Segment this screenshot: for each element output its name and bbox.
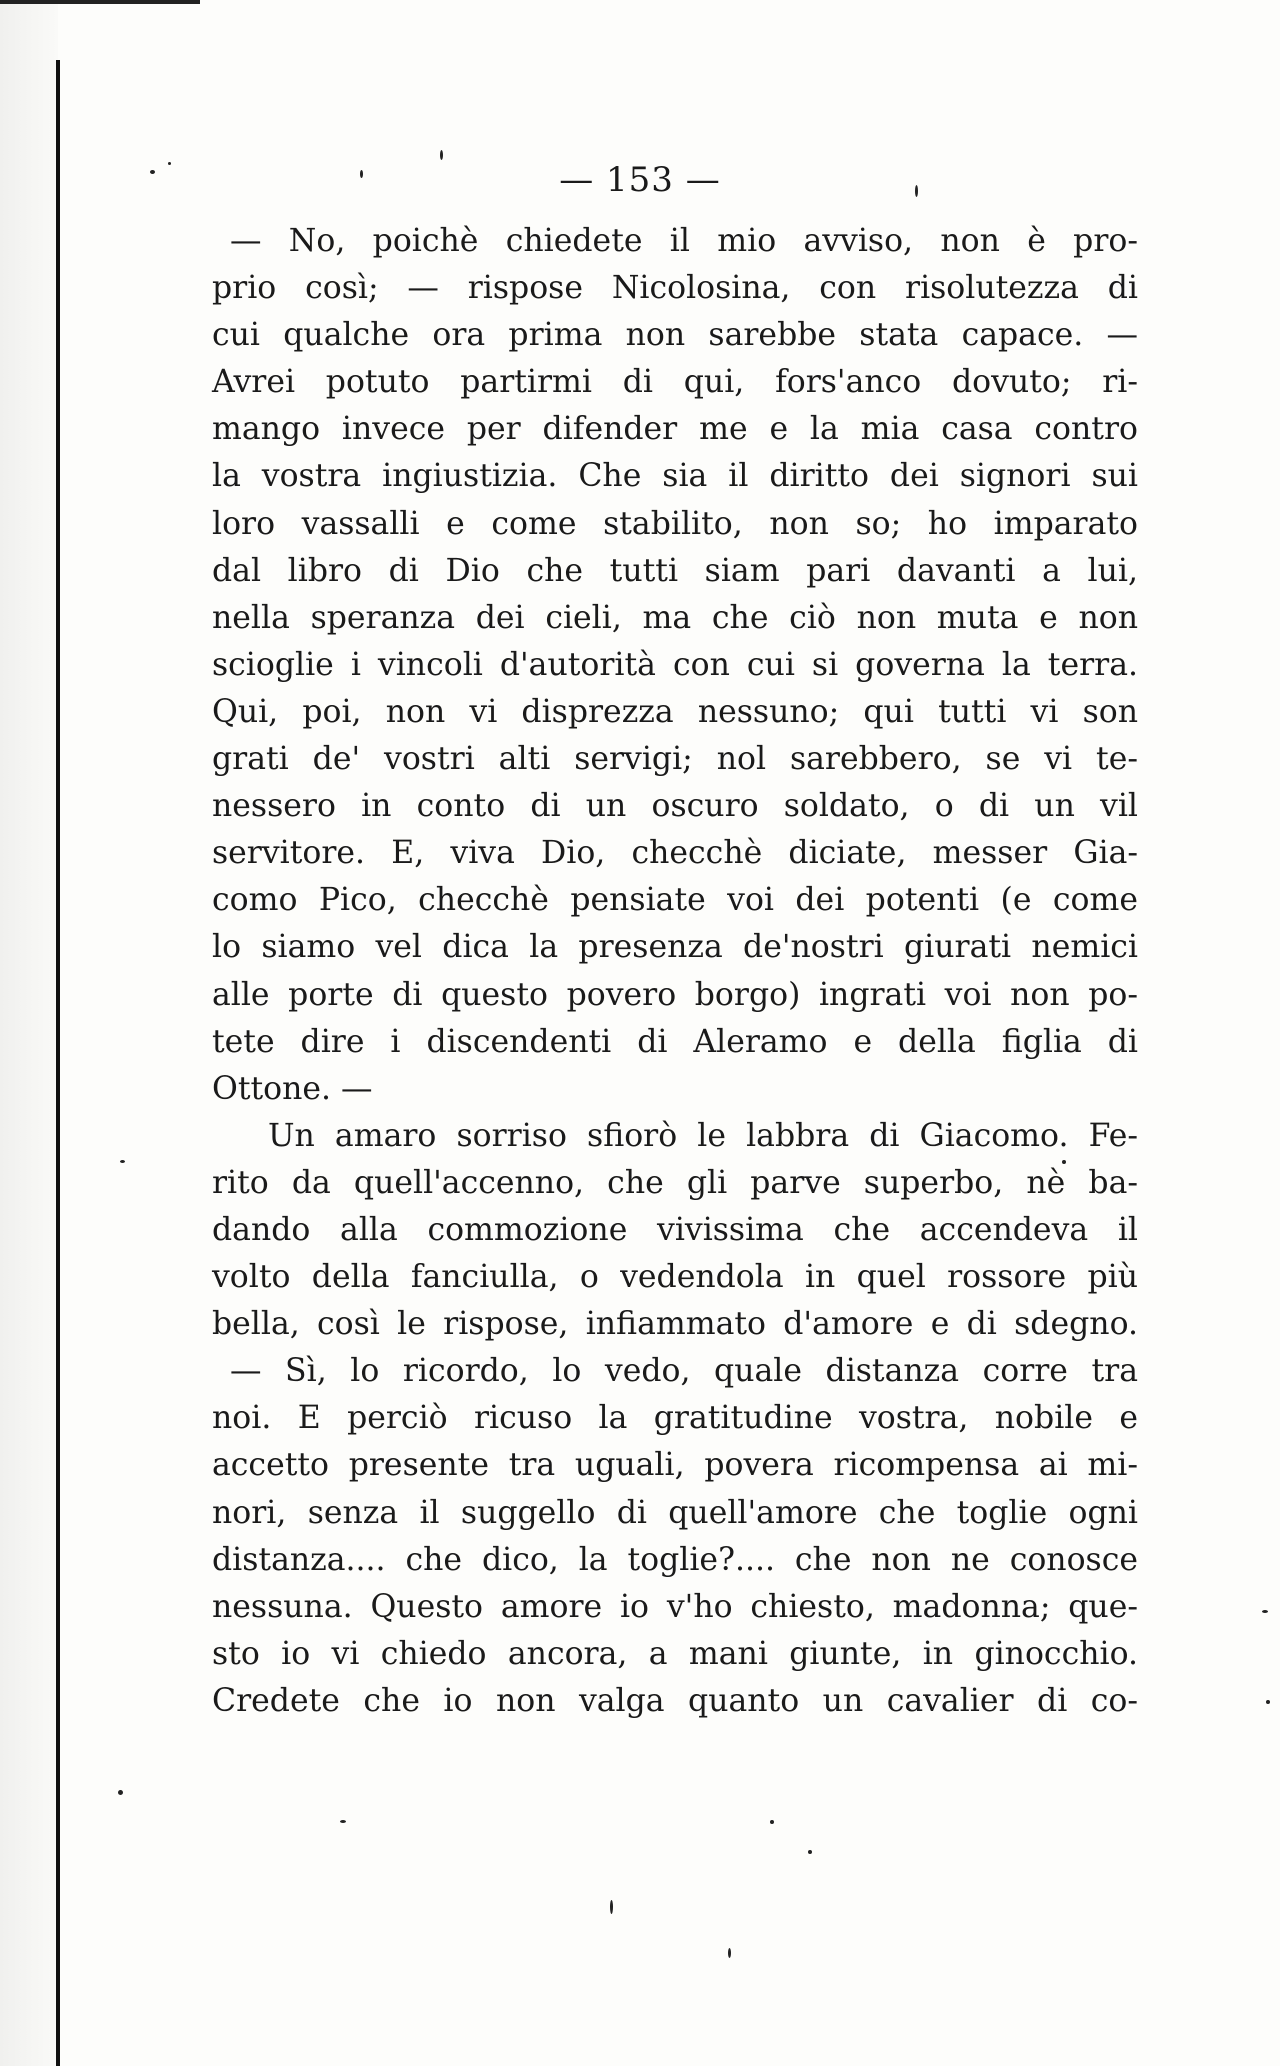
text-line: nessero in conto di un oscuro soldato, o di un vil: [212, 788, 1138, 825]
text-line: Qui, poi, non vi disprezza nessuno; qui tutti vi son: [212, 693, 1138, 730]
scan-speck: [808, 1850, 812, 1854]
scan-speck: [770, 1820, 774, 1824]
text-line: — No, poichè chiedete il mio avviso, non è pro-: [230, 223, 1138, 259]
text-line: accetto presente tra uguali, povera ricompensa ai mi-: [212, 1447, 1138, 1484]
binding-line: [56, 60, 60, 2066]
text-line: scioglie i vincoli d'autorità con cui si governa la terra.: [212, 646, 1138, 683]
text-line: Credete che io non valga quanto un cavalier di co-: [212, 1682, 1138, 1719]
text-line: dal libro di Dio che tutti siam pari davanti a lui,: [212, 552, 1138, 589]
scan-speck: [120, 1160, 125, 1163]
text-line: lo siamo vel dica la presenza de'nostri giurati nemici: [212, 929, 1138, 966]
text-line: — Sì, lo ricordo, lo vedo, quale distanza corre tra: [230, 1353, 1138, 1390]
scan-speck: [118, 1790, 123, 1795]
text-line: como Pico, checchè pensiate voi dei potenti (e come: [212, 882, 1138, 919]
text-line: Ottone. —: [212, 1070, 373, 1107]
text-line: cui qualche ora prima non sarebbe stata capace. —: [212, 317, 1138, 354]
text-line: bella, così le rispose, infiammato d'amore e di sdegno.: [212, 1306, 1138, 1343]
scan-speck: [340, 1820, 346, 1823]
scan-speck: [610, 1900, 613, 1914]
text-line: Un amaro sorriso sfiorò le labbra di Giacomo. Fe-: [268, 1117, 1138, 1154]
text-line: volto della fanciulla, o vedendola in quel rossore più: [212, 1259, 1138, 1296]
text-line: mango invece per difender me e la mia casa contro: [212, 411, 1138, 448]
text-line: tete dire i discendenti di Aleramo e della figlia di: [212, 1023, 1138, 1060]
scan-speck: [1262, 1610, 1268, 1613]
text-line: distanza.... che dico, la toglie?.... che non ne conosce: [212, 1541, 1138, 1578]
text-line: nori, senza il suggello di quell'amore che toglie ogni: [212, 1494, 1138, 1531]
text-line: nella speranza dei cieli, ma che ciò non muta e non: [212, 599, 1138, 636]
text-line: loro vassalli e come stabilito, non so; ho imparato: [212, 505, 1138, 542]
text-line: dando alla commozione vivissima che accendeva il: [212, 1211, 1138, 1248]
text-line: sto io vi chiedo ancora, a mani giunte, in ginocchio.: [212, 1635, 1138, 1672]
scan-speck: [1266, 1700, 1270, 1704]
text-line: alle porte di questo povero borgo) ingrati voi non po-: [212, 976, 1138, 1013]
text-line: noi. E perciò ricuso la gratitudine vostra, nobile e: [212, 1400, 1138, 1437]
text-line: prio così; — rispose Nicolosina, con risolutezza di: [212, 270, 1138, 307]
text-line: rito da quell'accenno, che gli parve superbo, nè ba-: [212, 1164, 1138, 1201]
text-line: grati de' vostri alti servigi; nol sarebbero, se vi te-: [212, 741, 1138, 778]
text-line: Avrei potuto partirmi di qui, fors'anco dovuto; ri-: [212, 364, 1138, 401]
top-rule: [0, 0, 200, 4]
text-line: servitore. E, viva Dio, checchè diciate, messer Gia-: [212, 835, 1138, 872]
body-text: [212, 218, 1138, 1725]
binding-edge: [0, 0, 58, 2066]
page-number: — 153 —: [559, 160, 721, 200]
scan-speck: [728, 1948, 731, 1958]
scan-speck: [440, 150, 443, 160]
text-line: la vostra ingiustizia. Che sia il diritto dei signori sui: [212, 458, 1138, 495]
text-line: nessuna. Questo amore io v'ho chiesto, madonna; que-: [212, 1588, 1138, 1625]
